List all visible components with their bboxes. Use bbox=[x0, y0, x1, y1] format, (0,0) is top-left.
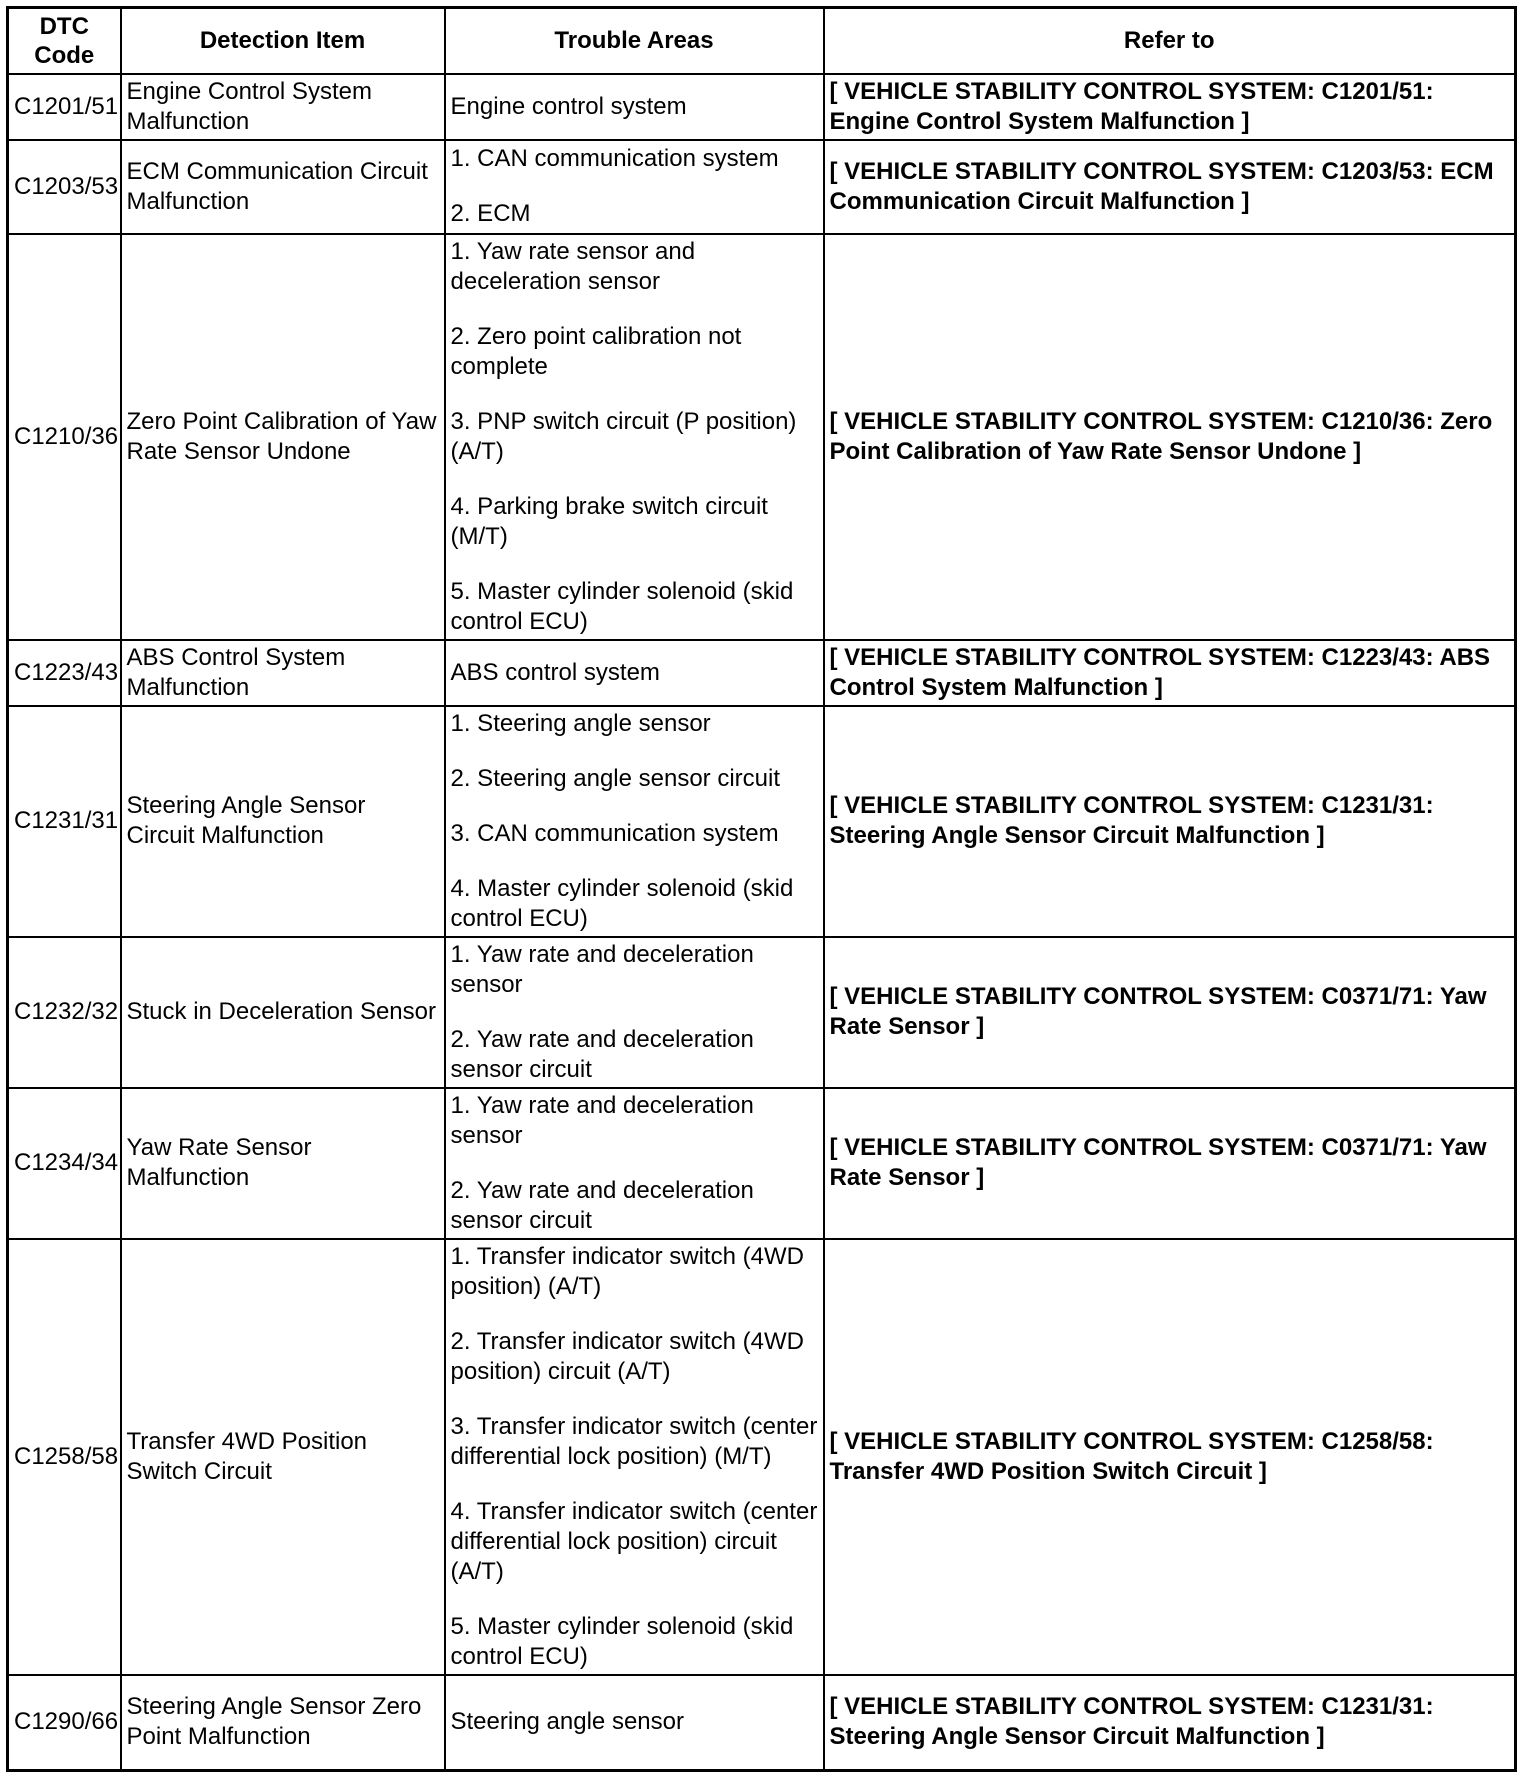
header-dtc-code: DTC Code bbox=[8, 8, 121, 74]
header-detection-item: Detection Item bbox=[121, 8, 445, 74]
dtc-code: C1203/53 bbox=[8, 140, 121, 234]
dtc-table bbox=[6, 6, 1517, 1772]
table-row bbox=[8, 1088, 1516, 1239]
trouble-area-item: Engine control system bbox=[450, 92, 687, 120]
refer-to-link[interactable]: [ VEHICLE STABILITY CONTROL SYSTEM: C1210/36: Zero Point Calibration of Yaw Rate Sensor Undone ] bbox=[824, 234, 1516, 640]
dtc-code: C1232/32 bbox=[8, 937, 121, 1088]
table-row bbox=[8, 1675, 1516, 1771]
refer-to-link[interactable]: [ VEHICLE STABILITY CONTROL SYSTEM: C1223/43: ABS Control System Malfunction ] bbox=[824, 640, 1516, 706]
detection-item: Engine Control System Malfunction bbox=[121, 74, 445, 140]
trouble-area-item: 1. Yaw rate sensor and deceleration sensor bbox=[450, 237, 696, 295]
trouble-area-item: 1. Steering angle sensor bbox=[450, 709, 711, 737]
trouble-areas bbox=[445, 1239, 824, 1675]
table-row bbox=[8, 140, 1516, 234]
trouble-area-item: 2. Yaw rate and deceleration sensor circuit bbox=[450, 1025, 754, 1083]
table-row bbox=[8, 1239, 1516, 1675]
dtc-code: C1223/43 bbox=[8, 640, 121, 706]
table-row bbox=[8, 234, 1516, 640]
trouble-area-item: 4. Transfer indicator switch (center differential lock position) circuit (A/T) bbox=[450, 1497, 818, 1585]
trouble-area-item: 1. Yaw rate and deceleration sensor bbox=[450, 940, 754, 998]
trouble-area-item: 3. PNP switch circuit (P position) (A/T) bbox=[450, 407, 797, 465]
dtc-code: C1201/51 bbox=[8, 74, 121, 140]
trouble-areas bbox=[445, 1088, 824, 1239]
header-trouble-areas: Trouble Areas bbox=[445, 8, 824, 74]
dtc-code: C1231/31 bbox=[8, 706, 121, 937]
trouble-area-item: Steering angle sensor bbox=[450, 1708, 684, 1736]
trouble-area-item: 5. Master cylinder solenoid (skid control ECU) bbox=[450, 577, 794, 635]
refer-to-link[interactable]: [ VEHICLE STABILITY CONTROL SYSTEM: C1231/31: Steering Angle Sensor Circuit Malfunction ] bbox=[824, 706, 1516, 937]
trouble-area-item: 1. CAN communication system bbox=[450, 145, 779, 172]
refer-to-link[interactable]: [ VEHICLE STABILITY CONTROL SYSTEM: C1231/31: Steering Angle Sensor Circuit Malfunction ] bbox=[824, 1675, 1516, 1771]
trouble-area-item: ABS control system bbox=[450, 658, 660, 686]
refer-to-link[interactable]: [ VEHICLE STABILITY CONTROL SYSTEM: C1201/51: Engine Control System Malfunction ] bbox=[824, 74, 1516, 140]
trouble-area-item: 2. Yaw rate and deceleration sensor circuit bbox=[450, 1176, 754, 1234]
trouble-areas bbox=[445, 234, 824, 640]
trouble-areas bbox=[445, 937, 824, 1088]
refer-to-link[interactable]: [ VEHICLE STABILITY CONTROL SYSTEM: C1203/53: ECM Communication Circuit Malfunction ] bbox=[824, 140, 1516, 234]
trouble-areas bbox=[445, 140, 824, 234]
refer-to-link[interactable]: [ VEHICLE STABILITY CONTROL SYSTEM: C0371/71: Yaw Rate Sensor ] bbox=[824, 937, 1516, 1088]
trouble-area-item: 2. ECM bbox=[450, 200, 531, 227]
detection-item: Steering Angle Sensor Zero Point Malfunction bbox=[121, 1675, 445, 1771]
header-row bbox=[8, 8, 1516, 74]
dtc-code: C1210/36 bbox=[8, 234, 121, 640]
detection-item: Stuck in Deceleration Sensor bbox=[121, 937, 445, 1088]
table-row bbox=[8, 74, 1516, 140]
refer-to-link[interactable]: [ VEHICLE STABILITY CONTROL SYSTEM: C1258/58: Transfer 4WD Position Switch Circuit ] bbox=[824, 1239, 1516, 1675]
trouble-area-item: 2. Zero point calibration not complete bbox=[450, 322, 742, 380]
trouble-areas bbox=[445, 706, 824, 937]
trouble-area-item: 1. Transfer indicator switch (4WD position) (A/T) bbox=[450, 1242, 804, 1300]
detection-item: ABS Control System Malfunction bbox=[121, 640, 445, 706]
trouble-area-item: 5. Master cylinder solenoid (skid control ECU) bbox=[450, 1612, 794, 1670]
trouble-area-item: 4. Parking brake switch circuit (M/T) bbox=[450, 492, 768, 550]
dtc-code: C1258/58 bbox=[8, 1239, 121, 1675]
trouble-area-item: 3. CAN communication system bbox=[450, 819, 779, 847]
trouble-areas bbox=[445, 74, 824, 140]
table-row bbox=[8, 706, 1516, 937]
detection-item: Steering Angle Sensor Circuit Malfunction bbox=[121, 706, 445, 937]
dtc-code: C1290/66 bbox=[8, 1675, 121, 1771]
detection-item: Zero Point Calibration of Yaw Rate Sensor Undone bbox=[121, 234, 445, 640]
table-row bbox=[8, 937, 1516, 1088]
trouble-area-item: 4. Master cylinder solenoid (skid control ECU) bbox=[450, 874, 794, 932]
trouble-areas bbox=[445, 1675, 824, 1771]
header-refer-to: Refer to bbox=[824, 8, 1516, 74]
table-row bbox=[8, 640, 1516, 706]
detection-item: Yaw Rate Sensor Malfunction bbox=[121, 1088, 445, 1239]
trouble-areas bbox=[445, 640, 824, 706]
trouble-area-item: 1. Yaw rate and deceleration sensor bbox=[450, 1091, 754, 1149]
refer-to-link[interactable]: [ VEHICLE STABILITY CONTROL SYSTEM: C0371/71: Yaw Rate Sensor ] bbox=[824, 1088, 1516, 1239]
trouble-area-item: 2. Transfer indicator switch (4WD position) circuit (A/T) bbox=[450, 1327, 804, 1385]
detection-item: ECM Communication Circuit Malfunction bbox=[121, 140, 445, 234]
detection-item: Transfer 4WD Position Switch Circuit bbox=[121, 1239, 445, 1675]
trouble-area-item: 2. Steering angle sensor circuit bbox=[450, 764, 781, 792]
dtc-code: C1234/34 bbox=[8, 1088, 121, 1239]
trouble-area-item: 3. Transfer indicator switch (center differential lock position) (M/T) bbox=[450, 1412, 818, 1470]
